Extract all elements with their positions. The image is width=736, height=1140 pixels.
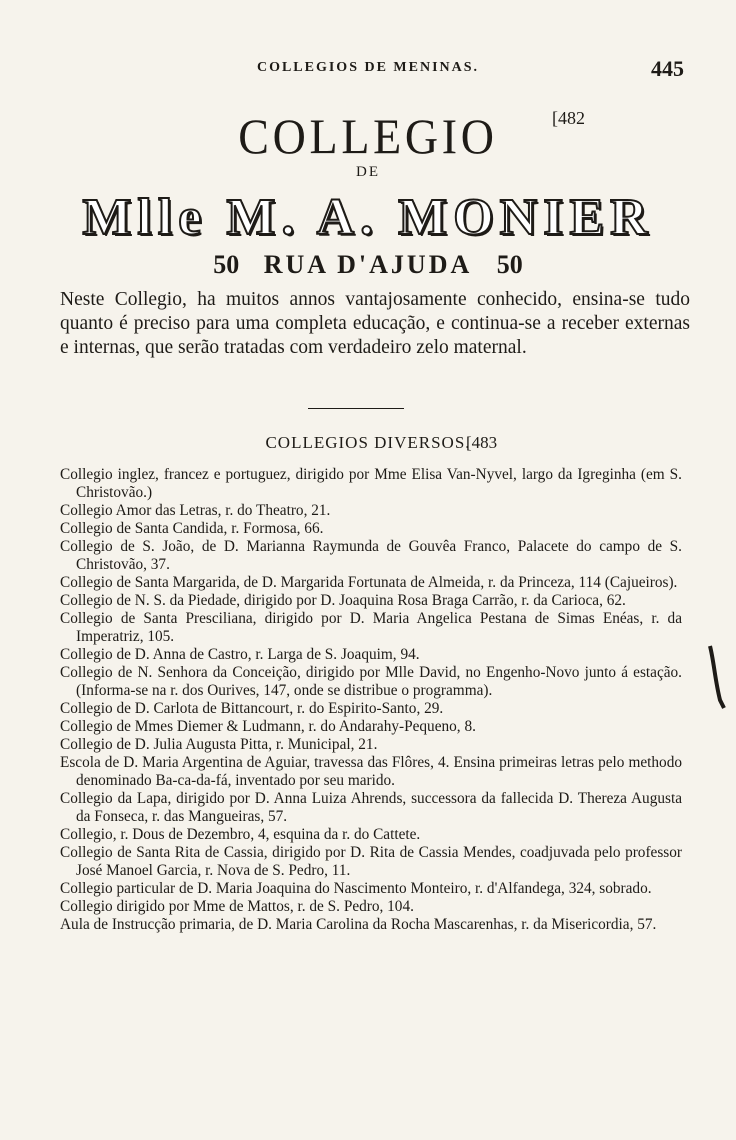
list-item: Collegio, r. Dous de Dezembro, 4, esquina da r. do Cattete. (60, 826, 421, 843)
list-item: Collegio particular de D. Maria Joaquina do Nascimento Monteiro, r. d'Alfandega, 324, sobrado. (60, 880, 652, 897)
list-item: Aula de Instrucção primaria, de D. Maria Carolina da Rocha Mascarenhas, r. da Misericordia, 57. (60, 916, 657, 933)
list-item: Collegio de Santa Presciliana, dirigido por D. Maria Angelica Pestana de Simas Enéas, r. da Imperatriz, 105. (60, 610, 682, 645)
list-item: Collegio dirigido por Mme de Mattos, r. de S. Pedro, 104. (60, 898, 414, 915)
list-item: Collegio da Lapa, dirigido por D. Anna Luiza Ahrends, successora da fallecida D. Thereza Augusta da Fonseca, r. das Mangueiras, 57. (60, 790, 682, 825)
page-number: 445 (651, 56, 684, 81)
section-divider (308, 408, 404, 409)
advert-notice: Neste Collegio, ha muitos annos vantajosamente conhecido, ensina-se tudo quanto é preciso para uma completa educação, e continua-se a receber externas e internas, que serão tratadas com verdadeiro zelo maternal. (60, 289, 690, 358)
list-item: Collegio inglez, francez e portuguez, dirigido por Mme Elisa Van-Nyvel, largo da Igreginha (em S. Christovão.) (60, 466, 682, 501)
list-item: Collegio de N. S. da Piedade, dirigido por D. Joaquina Rosa Braga Carrão, r. da Carioca, 62. (60, 592, 626, 609)
entry-list (60, 466, 682, 934)
address-number-left: 50 (213, 250, 240, 279)
address-number-right: 50 (496, 250, 523, 279)
list-item: Collegio de D. Carlota de Bittancourt, r. do Espirito-Santo, 29. (60, 700, 444, 717)
list-item: Collegio de Santa Candida, r. Formosa, 66. (60, 520, 324, 537)
list-item: Collegio de D. Julia Augusta Pitta, r. Municipal, 21. (60, 736, 378, 753)
address-street: RUA D'AJUDA (263, 250, 473, 279)
list-item: Escola de D. Maria Argentina de Aguiar, travessa das Flôres, 4. Ensina primeiras letras pelo methodo denominado Ba-ca-da-fá, inventado por seu marido. (60, 754, 682, 789)
list-item: Collegio de Santa Margarida, de D. Margarida Fortunata de Almeida, r. da Princeza, 114 (Cajueiros). (60, 574, 678, 591)
page-edge-mark (706, 640, 728, 712)
list-item: Collegio Amor das Letras, r. do Theatro, 21. (60, 502, 331, 519)
advert-title: COLLEGIO (238, 108, 498, 164)
list-item: Collegio de N. Senhora da Conceição, dirigido por Mlle David, no Engenho-Novo junto á estação. (Informa-se na r. dos Ourives, 147, onde se distribue o programma). (60, 664, 682, 699)
list-item: Collegio de Mmes Diemer & Ludmann, r. do Andarahy-Pequeno, 8. (60, 718, 476, 735)
running-head: COLLEGIOS DE MENINAS. (256, 60, 480, 75)
list-item: Collegio de S. João, de D. Marianna Raymunda de Gouvêa Franco, Palacete do campo de S. Christovão, 37. (60, 538, 682, 573)
list-item: Collegio de D. Anna de Castro, r. Larga de S. Joaquim, 94. (60, 646, 420, 663)
list-item: Collegio de Santa Rita de Cassia, dirigido por D. Rita de Cassia Mendes, coadjuvada pelo professor José Manoel Garcia, r. Nova de S. Pedro, 11. (60, 844, 682, 879)
advert-address (0, 248, 736, 282)
advert-reference: [482 (552, 108, 585, 128)
section-reference: [483 (466, 433, 498, 452)
advert-name: Mlle M. A. MONIER (82, 189, 654, 246)
section-heading: COLLEGIOS DIVERSOS. (265, 433, 471, 452)
advert-de: DE (356, 164, 380, 180)
